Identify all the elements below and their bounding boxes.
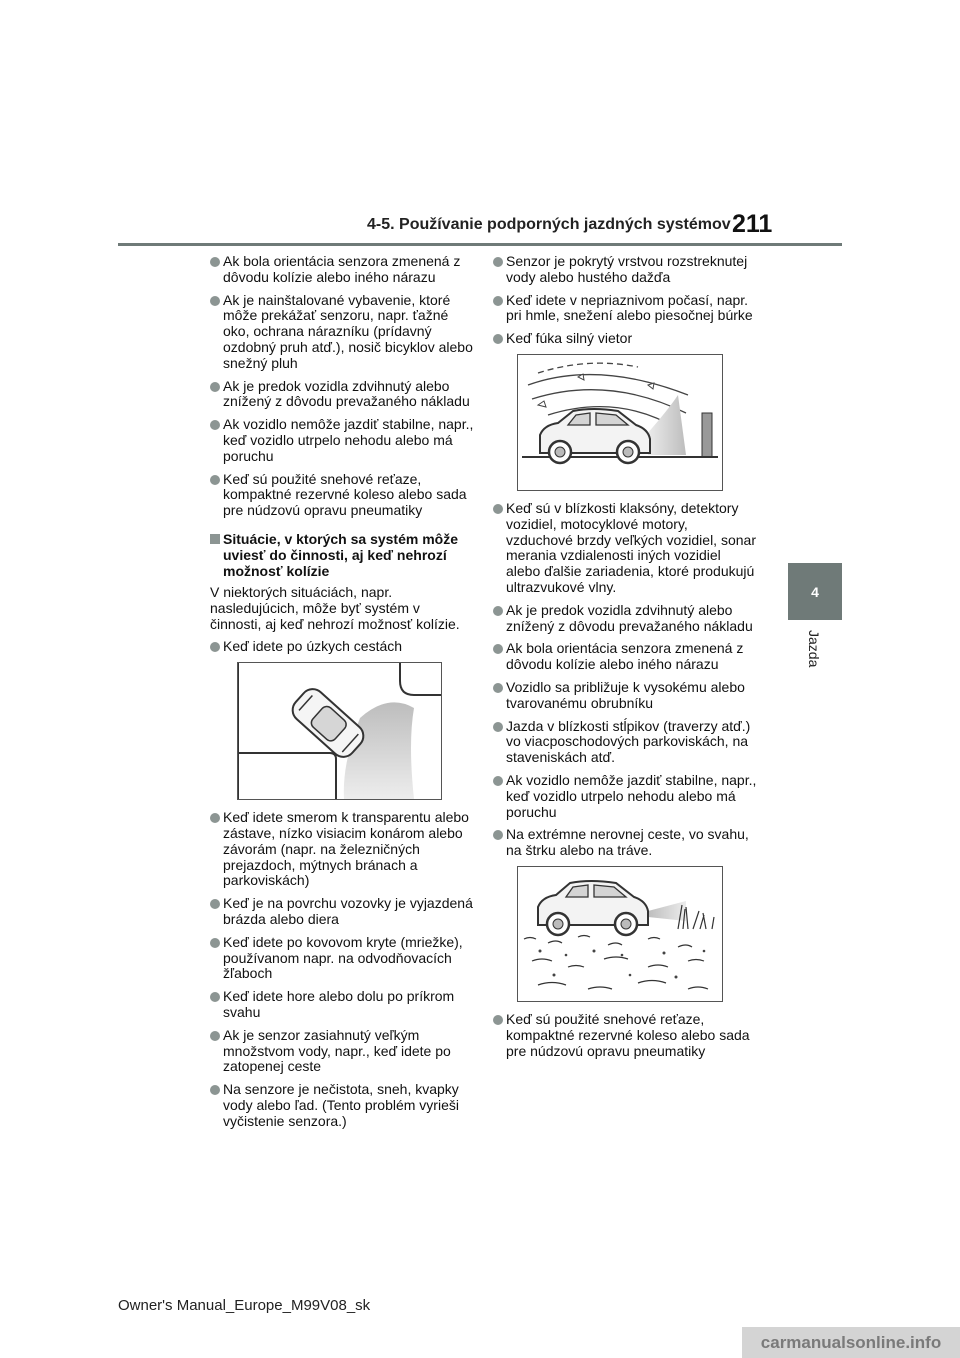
section-title: 4-5. Používanie podporných jazdných systémov [367, 216, 731, 233]
list-item: Ak je senzor zasiahnutý veľkým množstvom vody, napr., keď idete po zatopenej ceste [210, 1028, 475, 1075]
strong-wind-image [518, 355, 722, 490]
chapter-tab[interactable]: 4 [788, 563, 842, 620]
list-item: Ak je predok vozidla zdvihnutý alebo znížený z dôvodu prevažaného nákladu [210, 379, 475, 411]
bullet-dot-icon [210, 992, 220, 1002]
list-item: Keď sú použité snehové reťaze, kompaktné rezervné koleso alebo sada pre núdzovú opravu pneumatiky [210, 472, 475, 519]
list-item: Keď sú použité snehové reťaze, kompaktné rezervné koleso alebo sada pre núdzovú opravu pneumatiky [493, 1012, 758, 1059]
bullet-dot-icon [493, 722, 503, 732]
list-item: Ak je nainštalované vybavenie, ktoré môže prekážať senzoru, napr. ťažné oko, ochrana nárazníku (prídavný ozdobný pruh atď.), nosič bicyklov alebo snežný pluh [210, 293, 475, 372]
bullet-dot-icon [210, 382, 220, 392]
paragraph: V niektorých situáciách, napr. nasledujúcich, môže byť systém v činnosti, aj keď nehrozí možnosť kolízie. [210, 583, 460, 632]
bullet-dot-icon [210, 899, 220, 909]
strong-wind-illustration [517, 354, 723, 491]
list-item: Ak bola orientácia senzora zmenená z dôvodu kolízie alebo iného nárazu [210, 254, 475, 286]
narrow-road-illustration [237, 662, 442, 800]
list-item: Keď idete po úzkych cestách [210, 639, 475, 655]
list-item: Vozidlo sa približuje k vysokému alebo tvarovanému obrubníku [493, 680, 758, 712]
list-item: Ak je predok vozidla zdvihnutý alebo znížený z dôvodu prevažaného nákladu [493, 603, 758, 635]
list-item: Keď idete v nepriaznivom počasí, napr. pri hmle, snežení alebo piesočnej búrke [493, 293, 758, 325]
bullet-dot-icon [210, 1031, 220, 1041]
list-item: Ak bola orientácia senzora zmenená z dôvodu kolízie alebo iného nárazu [493, 641, 758, 673]
bullet-dot-icon [210, 938, 220, 948]
left-column [210, 254, 475, 1136]
list-item: Keď idete smerom k transparentu alebo zástave, nízko visiacim konárom alebo závorám (napr. na železničných prejazdoch, mýtnych bránach a parkoviskách) [210, 810, 475, 889]
bullet-dot-icon [493, 606, 503, 616]
bullet-dot-icon [210, 420, 220, 430]
chapter-label: Jazda [806, 630, 822, 668]
right-column [493, 254, 758, 1066]
bullet-dot-icon [493, 1015, 503, 1025]
bullet-dot-icon [210, 475, 220, 485]
list-item: Na senzore je nečistota, sneh, kvapky vody alebo ľad. (Tento problém vyrieši vyčistenie senzora.) [210, 1082, 475, 1129]
list-item: Jazda v blízkosti stĺpikov (traverzy atď.) vo viacposchodových parkoviskách, na staveniskách atď. [493, 719, 758, 766]
bullet-dot-icon [493, 830, 503, 840]
list-item: Keď idete hore alebo dolu po príkrom svahu [210, 989, 475, 1021]
bullet-dot-icon [493, 296, 503, 306]
bullet-dot-icon [493, 776, 503, 786]
bullet-dot-icon [493, 644, 503, 654]
subheading: Situácie, v ktorých sa systém môže uviesť do činnosti, aj keď nehrozí možnosť kolízie [210, 531, 475, 579]
watermark-logo: carmanualsonline.info [742, 1327, 960, 1358]
list-item: Keď fúka silný vietor [493, 331, 758, 347]
list-item: Na extrémne nerovnej ceste, vo svahu, na štrku alebo na tráve. [493, 827, 758, 859]
list-item: Ak vozidlo nemôže jazdiť stabilne, napr., keď vozidlo utrpelo nehodu alebo má poruchu [210, 417, 475, 464]
bullet-dot-icon [210, 296, 220, 306]
list-item: Ak vozidlo nemôže jazdiť stabilne, napr., keď vozidlo utrpelo nehodu alebo má poruchu [493, 773, 758, 820]
header-divider [118, 243, 842, 246]
list-item: Senzor je pokrytý vrstvou rozstreknutej vody alebo hustého dažďa [493, 254, 758, 286]
list-item: Keď sú v blízkosti klaksóny, detektory vozidiel, motocyklové motory, vzduchové brzdy veľkých vozidiel, sonar merania vzdialenosti iných vozidiel alebo ďalšie zariadenia, ktoré produkujú ultrazvukové vlny. [493, 501, 758, 596]
list-item: Keď idete po kovovom kryte (mriežke), používanom napr. na odvodňovacích žľaboch [210, 935, 475, 982]
bullet-dot-icon [210, 642, 220, 652]
bullet-dot-icon [210, 813, 220, 823]
bullet-dot-icon [493, 334, 503, 344]
rough-road-image [518, 867, 722, 1001]
list-item: Keď je na povrchu vozovky je vyjazdená brázda alebo diera [210, 896, 475, 928]
bullet-dot-icon [493, 683, 503, 693]
bullet-dot-icon [493, 257, 503, 267]
bullet-dot-icon [210, 1085, 220, 1095]
rough-road-illustration [517, 866, 723, 1002]
narrow-road-image [238, 663, 441, 799]
bullet-dot-icon [210, 257, 220, 267]
footer-manual-id: Owner's Manual_Europe_M99V08_sk [118, 1297, 371, 1314]
square-bullet-icon [210, 534, 220, 544]
page-header [0, 0, 960, 250]
page-number: 211 [732, 210, 773, 238]
bullet-dot-icon [493, 504, 503, 514]
